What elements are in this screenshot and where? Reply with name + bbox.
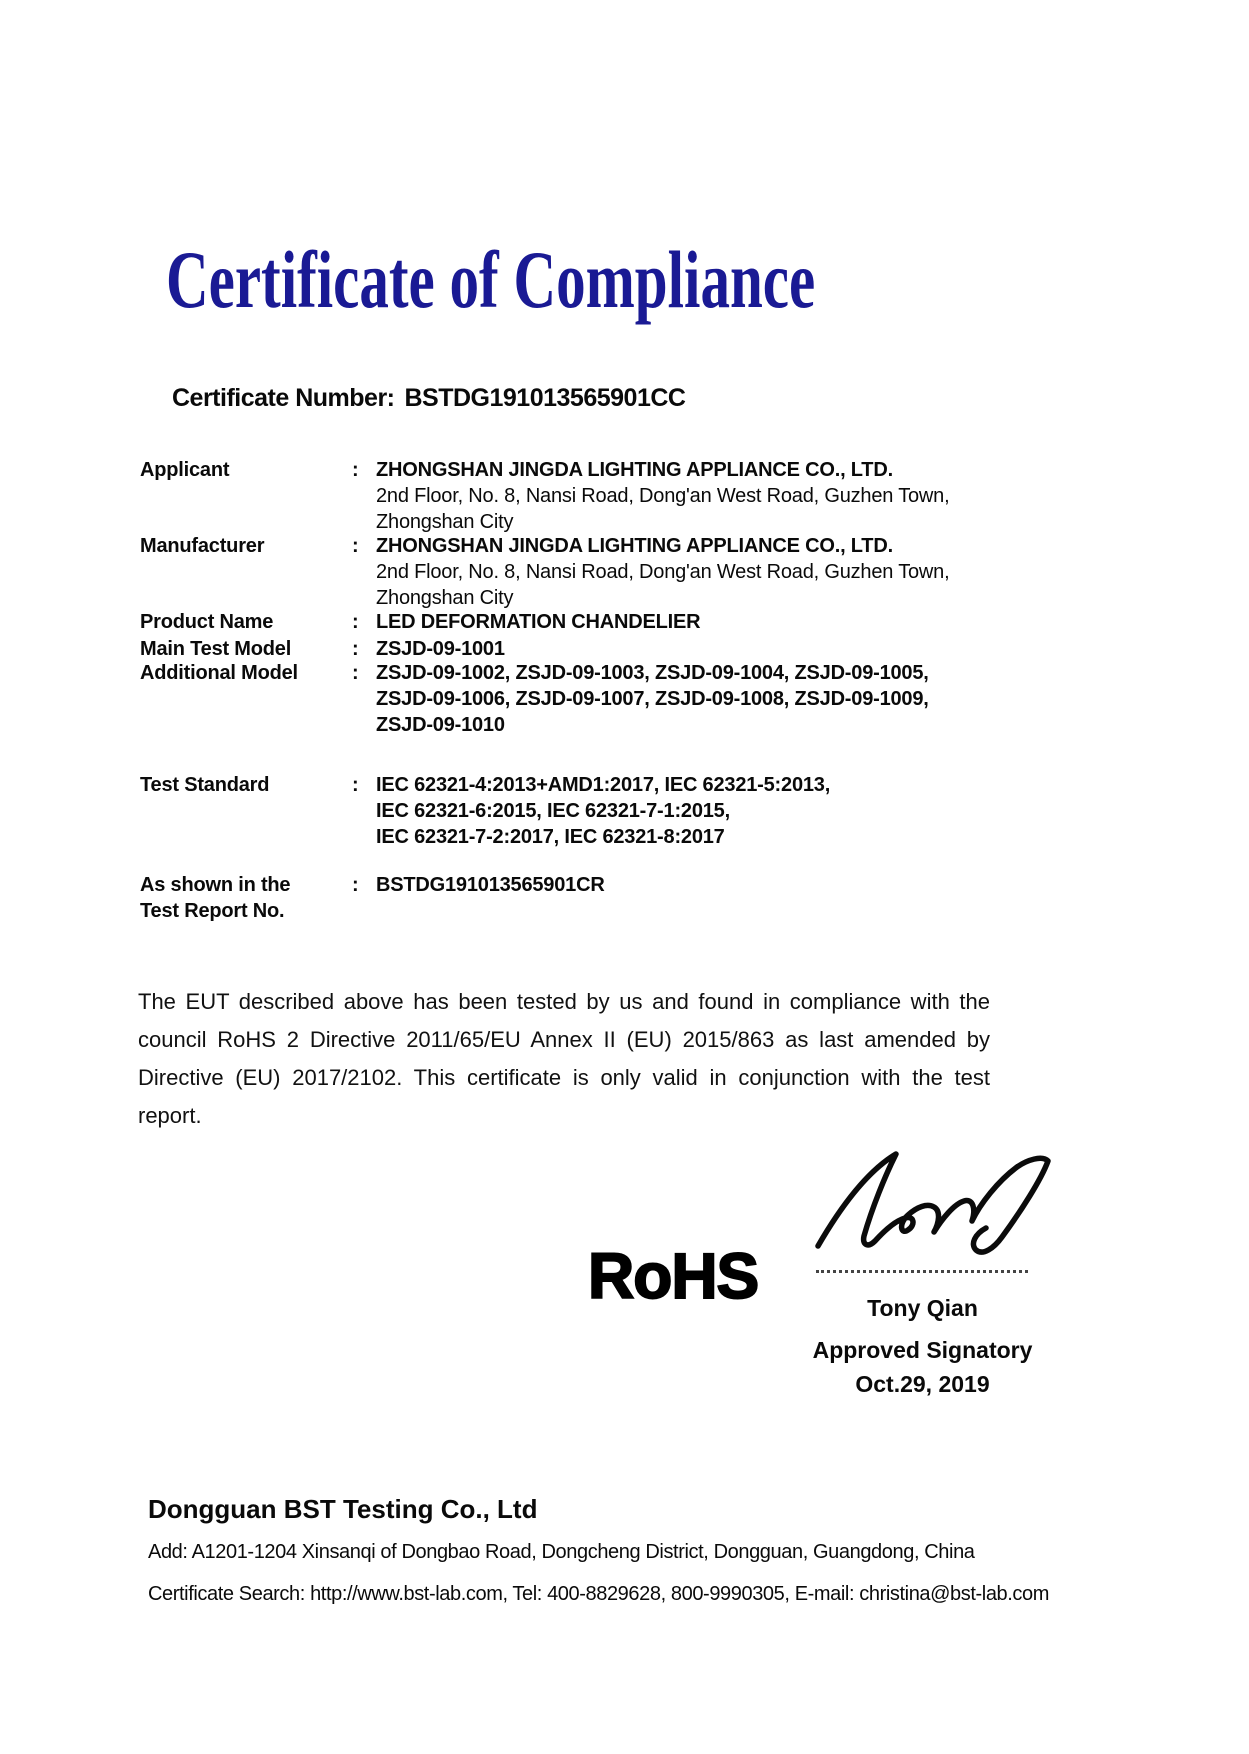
colon-separator: :	[352, 611, 359, 633]
handwritten-signature-tony-icon	[812, 1146, 1058, 1264]
colon-separator: :	[352, 638, 359, 660]
statement-line: The EUT described above has been tested by us and found in compliance with the	[138, 989, 990, 1014]
additional-model-line2: ZSJD-09-1006, ZSJD-09-1007, ZSJD-09-1008, ZSJD-09-1009,	[376, 688, 929, 710]
signature-dotted-line	[816, 1254, 1028, 1273]
colon-separator: :	[352, 662, 359, 684]
row-label: Main Test Model	[140, 638, 292, 660]
product-name-value: LED DEFORMATION CHANDELIER	[376, 611, 701, 633]
row-label-line2: Test Report No.	[140, 900, 285, 922]
signatory-role: Approved Signatory	[812, 1337, 1033, 1363]
row-label: Applicant	[140, 459, 230, 481]
colon-separator: :	[352, 874, 359, 896]
row-label-line1: As shown in the	[140, 874, 291, 896]
applicant-address-line2: Zhongshan City	[376, 511, 514, 533]
certificate-number-label: Certificate Number:	[172, 384, 395, 412]
additional-model-line1: ZSJD-09-1002, ZSJD-09-1003, ZSJD-09-1004, ZSJD-09-1005,	[376, 662, 929, 684]
test-report-number-value: BSTDG191013565901CR	[376, 874, 605, 896]
manufacturer-name: ZHONGSHAN JINGDA LIGHTING APPLIANCE CO., LTD.	[376, 535, 893, 557]
additional-model-line3: ZSJD-09-1010	[376, 714, 505, 736]
statement-line: council RoHS 2 Directive 2011/65/EU Annex II (EU) 2015/863 as last amended by	[138, 1027, 990, 1052]
row-label: Test Standard	[140, 774, 270, 796]
row-label: Additional Model	[140, 662, 298, 684]
colon-separator: :	[352, 535, 359, 557]
compliance-statement	[138, 983, 990, 1135]
test-standard-line2: IEC 62321-6:2015, IEC 62321-7-1:2015,	[376, 800, 730, 822]
applicant-address-line1: 2nd Floor, No. 8, Nansi Road, Dong'an West Road, Guzhen Town,	[376, 485, 950, 507]
test-standard-line1: IEC 62321-4:2013+AMD1:2017, IEC 62321-5:2013,	[376, 774, 831, 796]
signatory-name: Tony Qian	[867, 1295, 978, 1321]
main-test-model-value: ZSJD-09-1001	[376, 638, 505, 660]
row-label: Manufacturer	[140, 535, 265, 557]
applicant-name: ZHONGSHAN JINGDA LIGHTING APPLIANCE CO., LTD.	[376, 459, 893, 481]
lab-company-name: Dongguan BST Testing Co., Ltd	[148, 1494, 538, 1524]
signature-date: Oct.29, 2019	[855, 1371, 990, 1397]
certificate-number-value: BSTDG191013565901CC	[404, 384, 686, 412]
manufacturer-address-line2: Zhongshan City	[376, 587, 514, 609]
colon-separator: :	[352, 774, 359, 796]
certificate-title: Certificate of Compliance	[166, 234, 816, 325]
statement-line: Directive (EU) 2017/2102. This certificate is only valid in conjunction with the test	[138, 1065, 990, 1090]
manufacturer-address-line1: 2nd Floor, No. 8, Nansi Road, Dong'an West Road, Guzhen Town,	[376, 561, 950, 583]
statement-line: report.	[138, 1103, 202, 1128]
certificate-search-line: Certificate Search: http://www.bst-lab.com, Tel: 400-8829628, 800-9990305, E-mail: christina@bst-lab.com	[148, 1583, 1050, 1605]
colon-separator: :	[352, 459, 359, 481]
row-label: Product Name	[140, 611, 274, 633]
lab-address: Add: A1201-1204 Xinsanqi of Dongbao Road, Dongcheng District, Dongguan, Guangdong, China	[148, 1541, 975, 1563]
test-standard-line3: IEC 62321-7-2:2017, IEC 62321-8:2017	[376, 826, 725, 848]
certificate-number	[172, 383, 685, 413]
rohs-logo: RoHS	[588, 1240, 759, 1312]
